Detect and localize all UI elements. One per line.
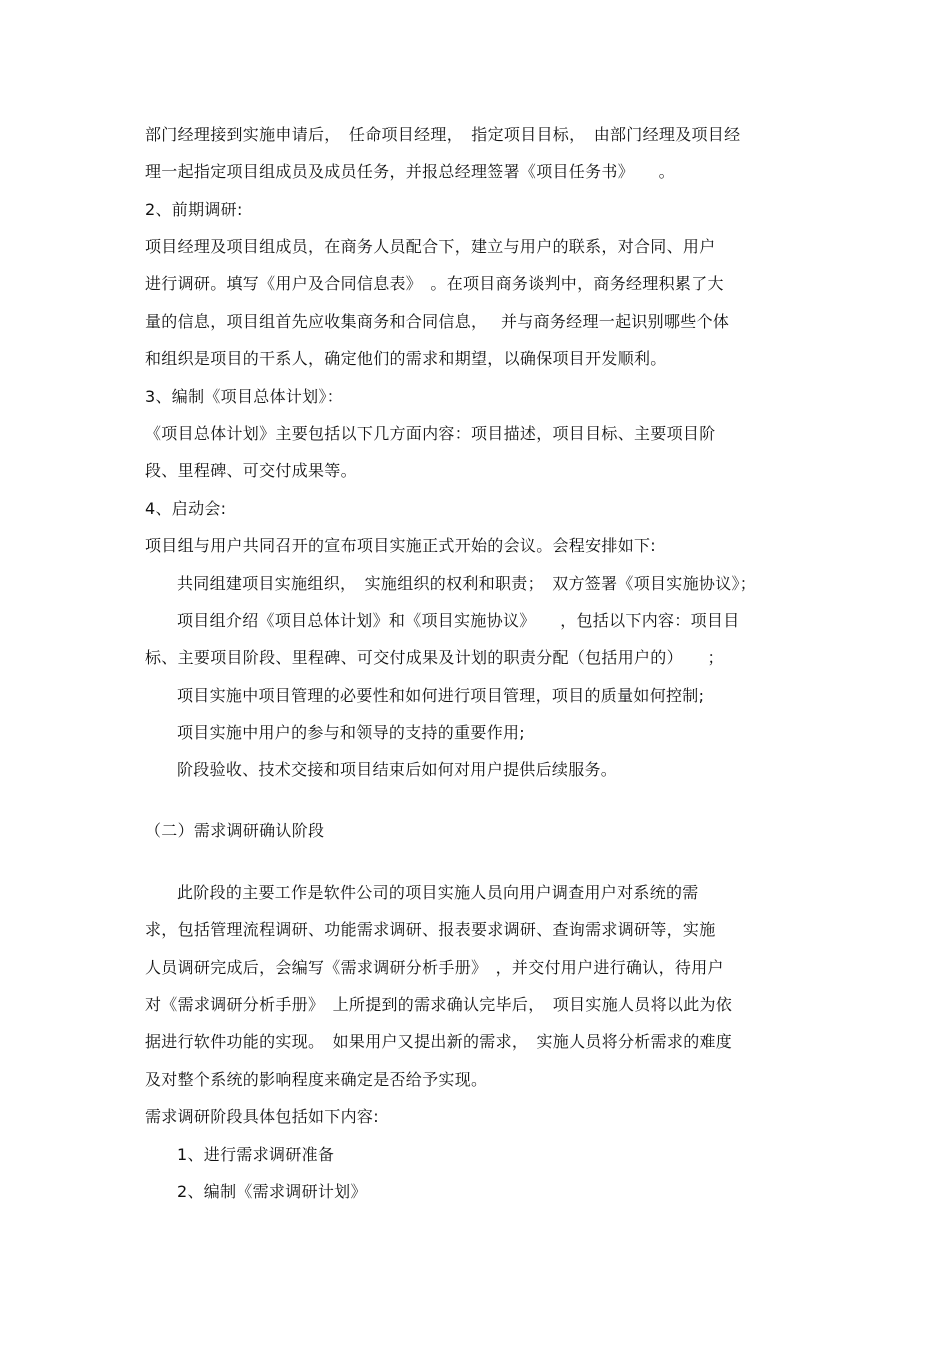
paragraph-line: 标、主要项目阶段、里程碑、可交付成果及计划的职责分配（包括用户的） ； (145, 648, 724, 667)
paragraph-line: 和组织是项目的干系人，确定他们的需求和期望，以确保项目开发顺利。 (145, 349, 667, 368)
paragraph-line: 段、里程碑、可交付成果等。 (145, 461, 357, 480)
agenda-item: 阶段验收、技术交接和项目结束后如何对用户提供后续服务。 (177, 760, 618, 779)
agenda-item: 项目实施中项目管理的必要性和如何进行项目管理，项目的质量如何控制; (177, 686, 705, 705)
paragraph-line: 进行调研。填写《用户及合同信息表》 。在项目商务谈判中，商务经理积累了大 (145, 274, 724, 293)
paragraph-line: 对《需求调研分析手册》 上所提到的需求确认完毕后， 项目实施人员将以此为依 (145, 995, 733, 1014)
section-heading: 2、前期调研: (145, 200, 243, 219)
paragraph-line: 需求调研阶段具体包括如下内容: (145, 1107, 379, 1126)
agenda-item: 共同组建项目实施组织， 实施组织的权利和职责； 双方签署《项目实施协议》； (177, 574, 757, 593)
list-item: 2、编制《需求调研计划》 (177, 1182, 367, 1201)
section-heading: 4、启动会: (145, 499, 227, 518)
chapter-heading: （二）需求调研确认阶段 (145, 821, 325, 840)
paragraph-line: 求，包括管理流程调研、功能需求调研、报表要求调研、查询需求调研等，实施 (145, 920, 716, 939)
agenda-item: 项目组介绍《项目总体计划》和《项目实施协议》 ，包括以下内容：项目目 (177, 611, 740, 630)
list-item: 1、进行需求调研准备 (177, 1145, 335, 1164)
paragraph-line: 人员调研完成后，会编写《需求调研分析手册》 ，并交付用户进行确认，待用户 (145, 958, 724, 977)
paragraph-line: 部门经理接到实施申请后， 任命项目经理， 指定项目目标， 由部门经理及项目经 (145, 125, 741, 144)
paragraph-line: 《项目总体计划》主要包括以下几方面内容：项目描述，项目目标、主要项目阶 (145, 424, 716, 443)
paragraph-line: 量的信息，项目组首先应收集商务和合同信息， 并与商务经理一起识别哪些个体 (145, 312, 730, 331)
paragraph-line: 项目经理及项目组成员，在商务人员配合下，建立与用户的联系，对合同、用户 (145, 237, 716, 256)
paragraph-line: 项目组与用户共同召开的宣布项目实施正式开始的会议。会程安排如下: (145, 536, 656, 555)
paragraph-line: 此阶段的主要工作是软件公司的项目实施人员向用户调查用户对系统的需 (177, 883, 699, 902)
paragraph-line: 据进行软件功能的实现。 如果用户又提出新的需求， 实施人员将分析需求的难度 (145, 1032, 733, 1051)
paragraph-line: 及对整个系统的影响程度来确定是否给予实现。 (145, 1070, 488, 1089)
paragraph-line: 理一起指定项目组成员及成员任务，并报总经理签署《项目任务书》 。 (145, 162, 675, 181)
agenda-item: 项目实施中用户的参与和领导的支持的重要作用; (177, 723, 525, 742)
section-heading: 3、编制《项目总体计划》： (145, 387, 344, 406)
